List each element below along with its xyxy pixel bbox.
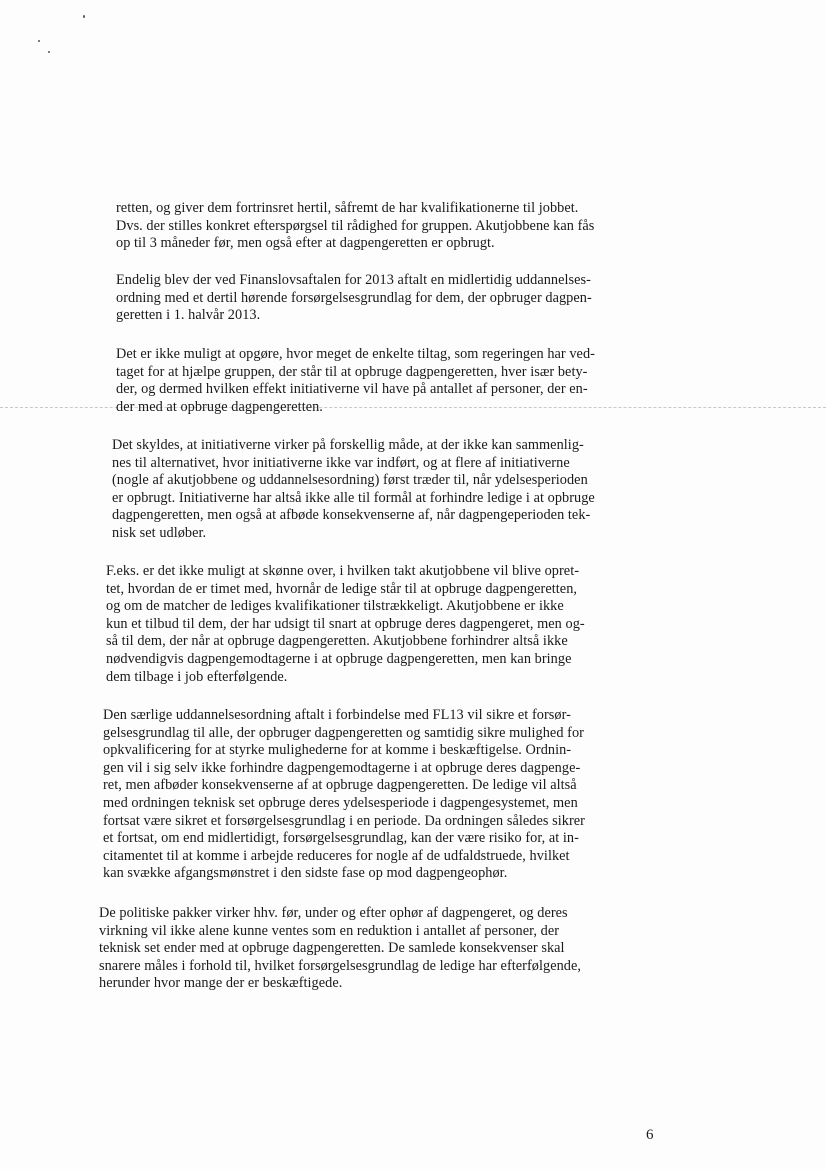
text-line: et fortsat, om end midlertidigt, forsørgelsesgrundlag, kan der være risiko for, at in-: [103, 830, 579, 847]
text-line: så til dem, der når at opbruge dagpengeretten. Akutjobbene forhindrer altså ikke: [106, 633, 568, 650]
text-line: og om de matcher de lediges kvalifikationer tilstrækkeligt. Akutjobbene er ikke: [106, 598, 564, 615]
text-line: ret, men afbøder konsekvenserne af at opbruge dagpengeretten. De ledige vil altså: [103, 777, 577, 794]
text-line: gen vil i sig selv ikke forhindre dagpengemodtagerne i at opbruge deres dagpenge-: [103, 759, 581, 776]
scan-speck: [48, 51, 50, 53]
text-line: teknisk set ender med at opbruge dagpengeretten. De samlede konsekvenser skal: [99, 940, 565, 957]
text-line: De politiske pakker virker hhv. før, under og efter ophør af dagpengeret, og deres: [99, 905, 568, 921]
text-line: Den særlige uddannelsesordning aftalt i forbindelse med FL13 vil sikre et forsør-: [103, 707, 571, 723]
text-line: der, og dermed hvilken effekt initiativerne vil have på antallet af personer, der en-: [116, 381, 588, 398]
text-line: dagpengeretten, men også at afbøde konsekvenserne af, når dagpengeperioden tek-: [112, 507, 591, 524]
text-line: kan svække afgangsmønstret i den sidste fase op mod dagpengeophør.: [103, 865, 508, 882]
text-line: op til 3 måneder før, men også efter at dagpengeretten er opbrugt.: [116, 235, 495, 252]
text-line: F.eks. er det ikke muligt at skønne over, i hvilken takt akutjobbene vil blive opret-: [106, 563, 580, 579]
text-line: kun et tilbud til dem, der har udsigt til snart at opbruge deres dagpengeret, men og-: [106, 615, 585, 632]
text-line: opkvalificering for at styrke mulighederne for at komme i beskæftigelse. Ordnin-: [103, 742, 572, 759]
text-line: herunder hvor mange der er beskæftigede.: [99, 975, 343, 992]
text-line: er opbrugt. Initiativerne har altså ikke alle til formål at forhindre ledige i at opbruge: [112, 489, 595, 506]
text-line: ordning med et dertil hørende forsørgelsesgrundlag for dem, der opbruger dagpen-: [116, 289, 592, 306]
text-line: med ordningen teknisk set opbruge deres ydelsesperiode i dagpengesystemet, men: [103, 794, 578, 811]
text-line: fortsat være sikret et forsørgelsesgrundlag i en periode. Da ordningen således sikrer: [103, 812, 585, 829]
scan-speck: [38, 40, 40, 42]
text-line: Det er ikke muligt at opgøre, hvor meget de enkelte tiltag, som regeringen har ved-: [116, 346, 595, 362]
paragraph-4: [112, 437, 595, 543]
text-line: Endelig blev der ved Finanslovsaftalen for 2013 aftalt en midlertidig uddannelses-: [116, 272, 591, 288]
text-line: taget for at hjælpe gruppen, der står til at opbruge dagpengeretten, hver især bety-: [116, 363, 588, 380]
paragraph-7: [99, 905, 581, 993]
paragraph-1: [116, 200, 594, 253]
text-line: snarere måles i forhold til, hvilket forsørgelsesgrundlag de ledige har efterfølgende,: [99, 957, 582, 974]
paragraph-5: [106, 563, 585, 686]
text-line: virkning vil ikke alene kunne ventes som en reduktion i antallet af personer, der: [99, 922, 560, 939]
text-line: dem tilbage i job efterfølgende.: [106, 668, 288, 685]
text-line: (nogle af akutjobbene og uddannelsesordning) først træder til, når ydelsesperioden: [112, 472, 588, 489]
page-number: 6: [646, 1127, 654, 1143]
text-line: Dvs. der stilles konkret efterspørgsel til rådighed for gruppen. Akutjobbene kan fås: [116, 217, 595, 234]
text-line: geretten i 1. halvår 2013.: [116, 307, 261, 324]
text-line: Det skyldes, at initiativerne virker på forskellig måde, at der ikke kan sammenlig-: [112, 437, 584, 453]
text-line: tet, hvordan de er timet med, hvornår de ledige står til at opbruge dagpengeretten,: [106, 580, 578, 597]
text-line: retten, og giver dem fortrinsret hertil, såfremt de har kvalifikationerne til jobbet.: [116, 200, 579, 216]
paragraph-6: [103, 707, 585, 883]
paragraph-3: [116, 346, 595, 416]
scan-speck: [83, 15, 85, 18]
text-line: nødvendigvis dagpengemodtagerne i at opbruge dagpengeretten, men kan bringe: [106, 650, 572, 667]
paragraph-2: [116, 272, 592, 325]
text-line: nes til alternativet, hvor initiativerne ikke var indført, og at flere af initiativerne: [112, 454, 570, 471]
text-line: nisk set udløber.: [112, 524, 207, 541]
text-line: gelsesgrundlag til alle, der opbruger dagpengeretten og samtidig sikre mulighed for: [103, 724, 584, 741]
text-line: der med at opbruge dagpengeretten.: [116, 398, 323, 415]
text-line: citamentet til at komme i arbejde reduceres for nogle af de udfaldstruede, hvilket: [103, 847, 570, 864]
